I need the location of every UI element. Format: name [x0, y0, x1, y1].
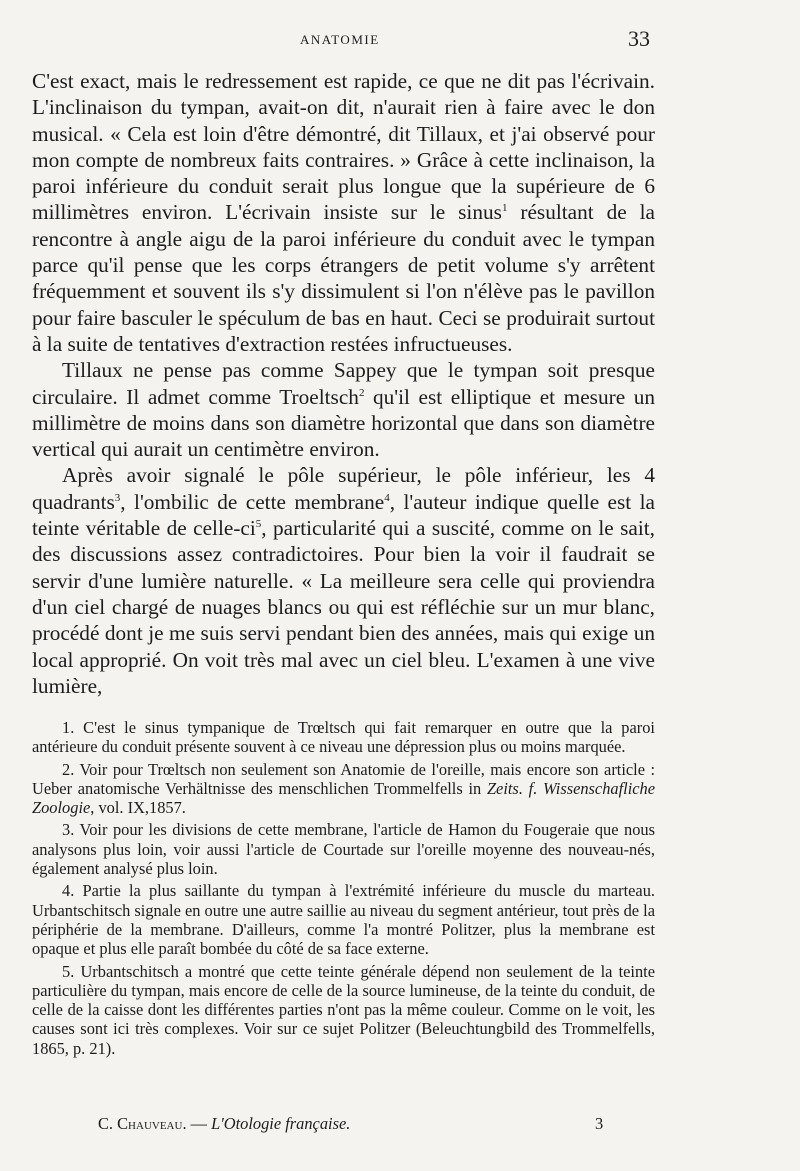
paragraph-3-text-d: , particularité qui a suscité, comme on le sait, des discussions assez contradictoires. Pour bien la voir il faudrait se servir d'une lumière naturelle. « La meilleure sera celle qui proviendra d'un ciel chargé de nuages blancs ou qui est réfléchie sur un mur blanc, procédé dont je me suis servi pendant bien des années, mais qui exige un local approprié. On voit très mal avec un ciel bleu. L'examen à une vive lumière, — [32, 516, 655, 698]
footnote-ref-5: 5 — [255, 517, 262, 530]
footnote-2-text-a: 2. Voir pour Trœltsch non seulement son Anatomie de l'oreille, mais encore son article : Ueber anatomische Verhältnisse des menschlichen Trommelfells in — [32, 759, 655, 798]
footnotes — [32, 718, 655, 1061]
paragraph-1-text-rest: résultant de la rencontre à angle aigu de la paroi inférieure du conduit avec le tympan parce qu'il pense que les corps étrangers de petit volume s'y arrêtent fréquemment et souvent ils s'y dissimulent si l'on n'élève pas le pavillon pour faire basculer le spéculum de bas en haut. Ceci se produirait surtout à la suite de tentatives d'extraction restées infructueuses. — [32, 200, 655, 356]
paragraph-1-text: C'est exact, mais le redressement est rapide, ce que ne dit pas l'écrivain. L'inclinaison du tympan, avait-on dit, n'aurait rien à faire avec le don musical. « Cela est loin d'être démontré, dit Tillaux, et j'ai observé pour mon compte de nombreux faits contraires. » Grâce à cette inclinaison, la paroi inférieure du conduit serait plus longue que la supérieure de 6 millimètres environ. L'écrivain insiste sur le sinus — [32, 69, 655, 225]
footnote-ref-2: 2 — [358, 386, 365, 399]
paragraph-1 — [32, 68, 655, 357]
paragraph-2 — [32, 357, 655, 462]
paragraph-3-text-b: , l'ombilic de cette membrane — [120, 489, 385, 514]
page-header — [32, 24, 655, 54]
footnote-2-text-b: , vol. IX,1857. — [90, 798, 186, 818]
footnote-2 — [32, 760, 655, 818]
paragraph-3 — [32, 462, 655, 699]
page-number: 33 — [628, 26, 650, 51]
footer-title: L'Otologie française. — [211, 1114, 351, 1133]
footnote-3: 3. Voir pour les divisions de cette membrane, l'article de Hamon du Fougeraie que nous analysons plus loin, voir aussi l'article de Courtade sur l'oreille moyenne des nouveau-nés, également analysé plus loin. — [32, 820, 655, 879]
page-footer — [32, 1114, 655, 1136]
footnote-ref-4: 4 — [384, 491, 390, 504]
running-title: ANATOMIE — [300, 32, 380, 47]
footer-credit — [98, 1114, 350, 1134]
footnote-ref-1: 1 — [501, 202, 508, 215]
footer-author: C. Chauveau. — [98, 1114, 187, 1133]
footnote-ref-3: 3 — [114, 491, 121, 504]
main-text — [32, 68, 655, 699]
paragraph-2-text-b: qu'il est elliptique et mesure un millimètre de moins dans son diamètre horizontal que dans son diamètre vertical qui aurait un centimètre environ. — [32, 384, 655, 462]
footnote-5: 5. Urbantschitsch a montré que cette teinte générale dépend non seulement de la teinte particulière du tympan, mais encore de celle de la source lumineuse, de la teinte du conduit, de celle de la caisse dont les différentes parties n'ont pas la même couleur. Comme on le voit, les causes sont ici très complexes. Voir sur ce sujet Politzer (Beleuchtungbild des Trommelfells, 1865, p. 21). — [32, 961, 655, 1058]
footnote-1: 1. C'est le sinus tympanique de Trœltsch qui fait remarquer en outre que la paroi antérieure du conduit présente souvent à ce niveau une dépression plus ou moins marquée. — [32, 718, 655, 757]
footnote-4: 4. Partie la plus saillante du tympan à l'extrémité inférieure du muscle du marteau. Urbantschitsch signale en outre une autre saillie au niveau du segment antérieur, tout près de la périphérie de la membrane. D'ailleurs, comme l'a montré Politzer, plus la membrane est opaque et plus elle paraît bombée du côté de sa face externe. — [32, 881, 655, 959]
paragraph-3-text-c: , l'auteur indique quelle est la teinte véritable de celle-ci — [32, 489, 655, 541]
footnote-2-journal: Zeits. f. Wissenschafliche Zoologie — [32, 778, 656, 818]
paragraph-3-text-a: Après avoir signalé le pôle supérieur, le pôle inférieur, les 4 quadrants — [32, 463, 655, 514]
paragraph-2-text-a: Tillaux ne pense pas comme Sappey que le tympan soit presque circulaire. Il admet comme Troeltsch — [32, 358, 655, 409]
signature-mark: 3 — [595, 1114, 604, 1133]
footer-separator: — — [186, 1114, 212, 1133]
